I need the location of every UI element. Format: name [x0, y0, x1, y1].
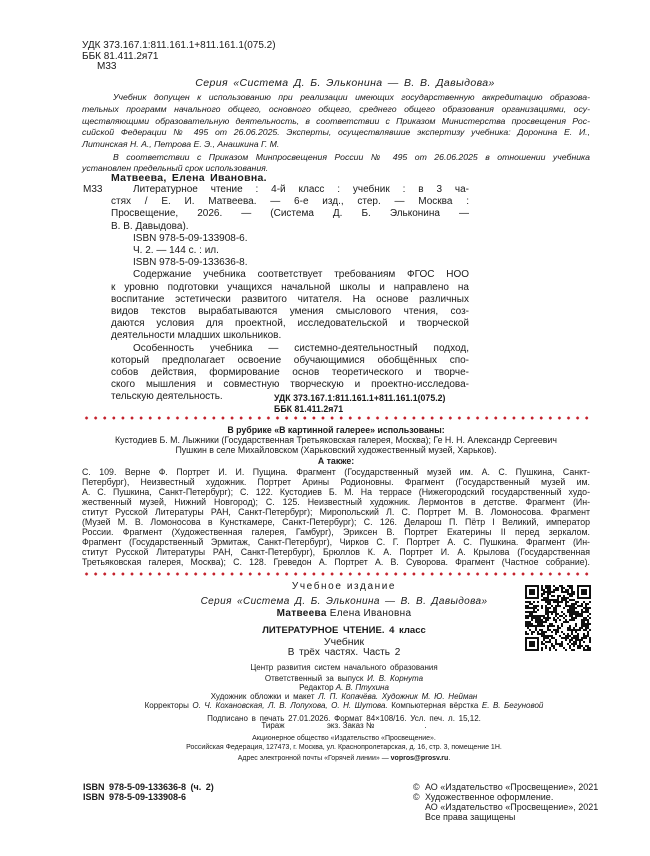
text-line: жественный музей, Нижний Новгород); С. 125. Неизвестный художник. Лермонтов в детстве. Фрагмент (Ин-: [82, 497, 590, 507]
text-line: собов действия, формирование основ теоретического и творче-: [111, 367, 469, 379]
copyright-icon: ©: [413, 782, 420, 792]
isbn-part: ISBN 978-5-09-133636-8 (ч. 2): [83, 782, 214, 792]
text-line: ститут Русской Литературы РАН, Санкт-Петербург); Миропольский Л. С. Портрет М. В. Ломоносова. Фрагмент: [82, 507, 590, 517]
text-line: ского мышления и совместную творческую и проектно-исследова-: [111, 379, 469, 391]
author-last-name: Матвеева: [276, 608, 327, 619]
artist-line: [104, 692, 584, 701]
text-line: установлен предельный срок использования.: [82, 163, 269, 173]
email-link[interactable]: vopros@prosv.ru: [390, 755, 449, 762]
footer-isbn: [83, 782, 214, 802]
text-line: сийской Федерации № 495 от 26.06.2025. Эксперты, осуществлявшие экспертизу учебника: Доронина Е. И.,: [82, 127, 590, 138]
book-type: Учебник: [323, 636, 365, 648]
udk-code: УДК 373.167.1:811.161.1+811.161.1(075.2): [82, 40, 276, 51]
proofreaders-names: О. Ч. Кохановская, Л. В. Лопухова, О. Н. Шутова.: [192, 701, 388, 710]
approval-paragraph: [82, 92, 590, 151]
copyright-icon: ©: [413, 792, 420, 802]
isbn-set: ISBN 978-5-09-133908-6: [83, 792, 187, 802]
artist-label: Художник обложки и макет: [210, 692, 315, 701]
copyright-design: Художественное оформление.: [425, 792, 554, 802]
text-line: Петербург), Неизвестный художник. Портрет Арины Родионовны. Фрагмент (Государственный музей им.: [82, 477, 590, 487]
catalog-udk: УДК 373.167.1:811.161.1+811.161.1(075.2): [274, 393, 446, 403]
text-line: В соответствии с Приказом Минпросвещения России № 495 от 26.06.2025 в отношении учебника: [113, 152, 590, 162]
edition-label: Учебное издание: [291, 581, 397, 592]
text-line: Содержание учебника соответствует требованиям ФГОС НОО: [133, 269, 469, 281]
colophon-series: Серия «Система Д. Б. Эльконина — В. В. Давыдова»: [200, 596, 488, 607]
text-line: к уровню подготовки учащихся начальной школы и направлено на: [111, 281, 469, 293]
circulation-line: Тираж экз. Заказ № .: [261, 721, 427, 730]
text-line: (Музей М. В. Ломоносова в Кунсткамере, Санкт-Петербург); С. 126. Деларош П. Пётр I Великий, император: [82, 517, 590, 527]
text-line: который предполагает освоение обучающимися обобщённых спо-: [111, 354, 469, 366]
dotted-divider: [82, 572, 592, 576]
proofreaders-line: [104, 701, 584, 710]
hotline-email-line: [104, 755, 584, 762]
also-heading: А также:: [317, 456, 355, 466]
responsible-label: Ответственный за выпуск: [264, 674, 364, 683]
email-period: .: [448, 755, 451, 762]
layout-name: Е. В. Бегуновой: [481, 701, 544, 710]
publisher-name: Акционерное общество «Издательство «Просвещение».: [252, 735, 436, 742]
text-line: Ч. 2. — 144 с. : ил.: [133, 245, 219, 257]
footer-copyright: [413, 782, 598, 822]
responsible-line: [104, 674, 584, 683]
text-line: ститут Русской Литературы РАН, Санкт-Петербург), Брюллов К. А. Портрет И. А. Крылова (Государственная: [82, 547, 590, 557]
text-line: даются условия для проектной, исследовательской и творческой: [111, 318, 469, 330]
catalog-author: Матвеева, Елена Ивановна.: [111, 172, 267, 184]
text-line: А. С. Пушкина, Санкт-Петербург); С. 122. Кустодиев Б. М. На террасе (Нижегородский государственный худо-: [82, 487, 590, 497]
dotted-divider: [82, 416, 592, 420]
copyright-design-owner: АО «Издательство «Просвещение», 2021: [425, 802, 599, 812]
text-line: Фрагмент (Государственный Эрмитаж, Санкт-Петербург), Чирков С. Г. Портрет А. С. Пушкина. Фрагмент (Ин-: [82, 537, 590, 547]
text-line: Литинская Н. А., Петрова Е. Э., Анашкина Г. М.: [82, 139, 280, 149]
usage-term-paragraph: [82, 152, 590, 174]
copies-order: экз. Заказ №: [326, 721, 375, 730]
print-signed: Подписано в печать 27.01.2026. Формат 84×108/16. Усл. печ. л. 15,12.: [207, 714, 481, 723]
also-list: [82, 467, 590, 567]
author-mark: М33: [97, 61, 117, 72]
text-line: Кустодиев Б. М. Лыжники (Государственная Третьяковская галерея, Москва); Ге Н. Н. Александр Сергеевич: [115, 435, 557, 445]
editor-name: А. В. Птухина: [335, 683, 389, 692]
catalog-classification: [274, 393, 445, 414]
text-line: тельскую деятельность.: [111, 391, 223, 403]
responsible-name: И. В. Корнута: [367, 674, 424, 683]
colophon-author: [104, 608, 584, 619]
gallery-heading: В рубрике «В картинной галерее» использованы:: [227, 425, 445, 435]
text-line: Учебник допущен к использованию при реализации имеющих государственную аккредитацию образова-: [113, 92, 590, 102]
dev-center: Центр развития систем начального образования: [250, 663, 438, 672]
text-line: России. Фрагмент (Художественная галерея, Гамбург), Эриксен В. Портрет Екатерины II перед зеркалом.: [82, 527, 590, 537]
layout-label: Компьютерная вёрстка: [391, 701, 479, 710]
text-line: ISBN 978-5-09-133908-6.: [133, 232, 248, 244]
catalog-code: М33: [83, 184, 103, 195]
text-line: В. В. Давыдова).: [111, 220, 189, 232]
qr-code: [525, 585, 591, 651]
text-line: Третьяковская галерея, Москва); С. 128. Греведон А. Портрет А. В. Суворова. Фрагмент (Частное собрание).: [82, 557, 590, 567]
editor-line: [104, 683, 584, 692]
text-line: Особенность учебника — системно-деятельностный подход,: [133, 342, 469, 354]
text-line: С. 109. Верне Ф. Портрет И. И. Пущина. Фрагмент (Государственный музей им. А. С. Пушкина, Санкт-: [82, 467, 590, 477]
series-title: Серия «Система Д. Б. Эльконина — В. В. Давыдова»: [195, 77, 495, 89]
book-parts: В трёх частях. Часть 2: [287, 647, 401, 658]
text-line: ISBN 978-5-09-133636-8.: [133, 257, 248, 269]
catalog-body: [111, 184, 469, 404]
bbk-code: ББК 81.411.2я71: [82, 50, 159, 62]
header-classification: [82, 41, 276, 73]
catalog-bbk: ББК 81.411.2я71: [274, 403, 344, 414]
copyright-publisher: АО «Издательство «Просвещение», 2021: [425, 782, 599, 792]
text-line: Пушкин в селе Михайловском (Харьковский художественный музей, Харьков).: [175, 444, 497, 455]
publisher-address: Российская Федерация, 127473, г. Москва, ул. Краснопролетарская, д. 16, стр. 3, помещение 1Н.: [186, 744, 502, 751]
gallery-list: [82, 436, 590, 456]
text-line: Просвещение, 2026. — (Система Д. Б. Эльконина —: [111, 208, 469, 220]
proofreaders-label: Корректоры: [144, 701, 189, 710]
text-line: ществляющими образовательную деятельность, в соответствии с Приказом Министерства просвещения Рос-: [82, 115, 590, 126]
text-line: видов текстов вырабатываются умения смыслового чтения, соз-: [111, 306, 469, 318]
artist-names: Л. П. Копачёва. Художник М. Ю. Нейман: [318, 692, 478, 701]
email-label: Адрес электронной почты «Горячей линии» —: [237, 755, 389, 762]
text-line: Литературное чтение : 4-й класс : учебник : в 3 ча-: [133, 184, 469, 195]
text-line: тельных программ начального общего, основного общего, среднего общего образования организациями, осу-: [82, 103, 590, 114]
text-line: воспитание эстетически развитого читателя. На основе различных: [111, 293, 469, 305]
text-line: деятельности младших школьников.: [111, 330, 282, 342]
rights-reserved: Все права защищены: [425, 812, 516, 822]
editor-label: Редактор: [299, 683, 334, 692]
circulation-label: Тираж: [261, 721, 285, 730]
author-first-name: Елена Ивановна: [329, 608, 412, 619]
book-title: ЛИТЕРАТУРНОЕ ЧТЕНИЕ. 4 класс: [262, 625, 426, 636]
text-line: стях / Е. И. Матвеева. — 6-е изд., стер. — Москва :: [111, 196, 469, 208]
